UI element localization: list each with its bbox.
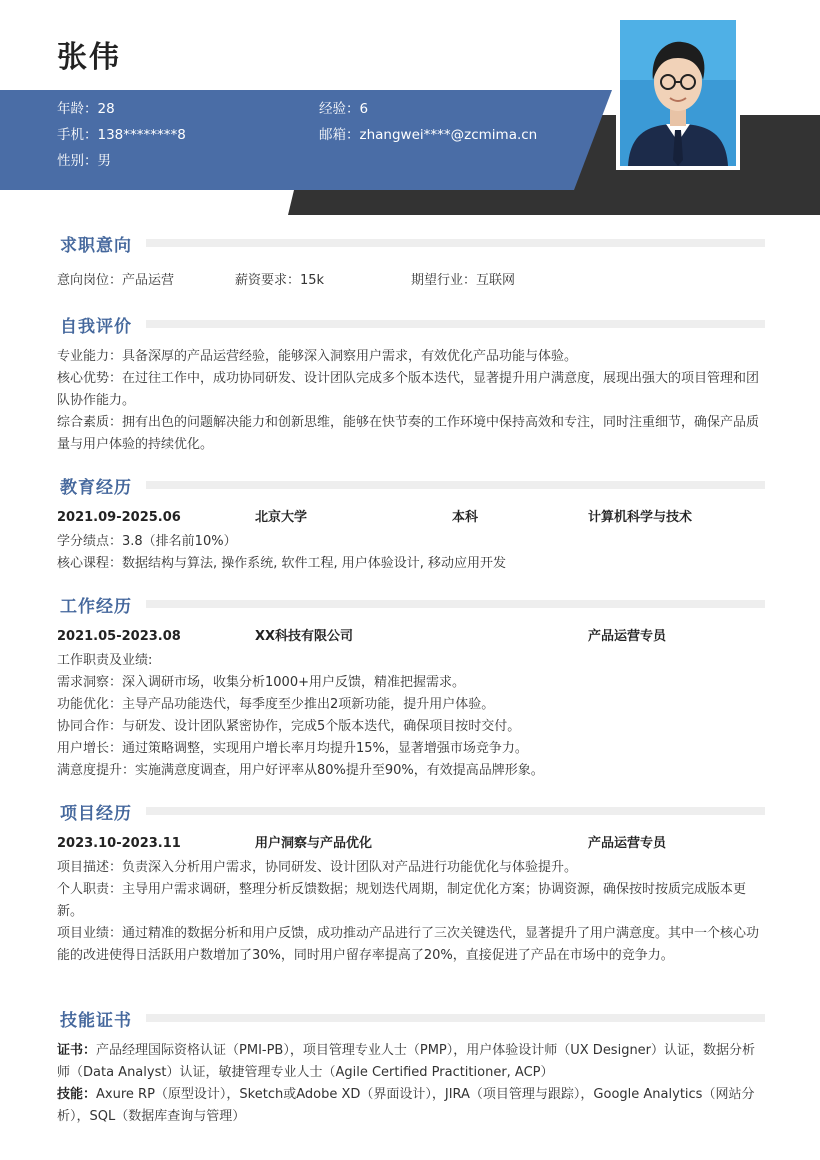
education-period: 2021.09-2025.06 bbox=[57, 510, 181, 525]
project-details bbox=[57, 857, 765, 967]
section-divider bbox=[146, 239, 765, 247]
section-divider bbox=[146, 320, 765, 328]
education-school: 北京大学 bbox=[255, 510, 308, 525]
project-line: 个人职责：主导用户需求调研，整理分析反馈数据；规划迭代周期，制定优化方案；协调资源，确保按时按质完成版本更新。 bbox=[57, 882, 747, 919]
certificates-line bbox=[57, 1040, 765, 1084]
candidate-name: 张伟 bbox=[57, 40, 121, 75]
avatar-portrait-icon bbox=[620, 20, 736, 166]
education-degree: 本科 bbox=[452, 510, 479, 525]
self-eval-content bbox=[57, 346, 765, 456]
section-divider bbox=[146, 1014, 765, 1022]
section-divider bbox=[146, 807, 765, 815]
self-eval-line: 综合素质：拥有出色的问题解决能力和创新思维，能够在快节奏的工作环境中保持高效和专注，同时注重细节，确保产品质量与用户体验的持续优化。 bbox=[57, 415, 760, 452]
work-role: 产品运营专员 bbox=[588, 629, 667, 644]
skills-label: 技能： bbox=[57, 1087, 97, 1102]
project-line: 项目业绩：通过精准的数据分析和用户反馈，成功推动产品进行了三次关键迭代，显著提升了用户满意度。其中一个核心功能的改进使得日活跃用户数增加了30%，同时用户留存率提高了20%，直接促进了产品在市场中的竞争力。 bbox=[57, 926, 760, 963]
section-intent-header bbox=[60, 231, 765, 255]
work-line: 满意度提升：实施满意度调查，用户好评率从80%提升至90%，有效提高品牌形象。 bbox=[57, 763, 544, 778]
education-details bbox=[57, 531, 765, 575]
self-eval-line: 核心优势：在过往工作中，成功协同研发、设计团队完成多个版本迭代，显著提升用户满意度，展现出强大的项目管理和团队协作能力。 bbox=[57, 371, 760, 408]
education-gpa: 学分绩点：3.8（排名前10%） bbox=[57, 534, 237, 549]
certificates-label: 证书： bbox=[57, 1043, 97, 1058]
project-line: 项目描述：负责深入分析用户需求，协同研发、设计团队对产品进行功能优化与体验提升。 bbox=[57, 860, 578, 875]
section-skills-title: 技能证书 bbox=[60, 1010, 132, 1031]
work-line: 需求洞察：深入调研市场，收集分析1000+用户反馈，精准把握需求。 bbox=[57, 675, 465, 690]
info-gender: 性别：男 bbox=[57, 153, 111, 169]
info-experience: 经验：6 bbox=[319, 101, 369, 117]
section-project-title: 项目经历 bbox=[60, 803, 132, 824]
skills-line bbox=[57, 1084, 765, 1128]
work-summary-row bbox=[57, 626, 765, 648]
skills-text: Axure RP（原型设计），Sketch或Adobe XD（界面设计），JIRA（项目管理与跟踪），Google Analytics（网站分析），SQL（数据库查询与管理） bbox=[57, 1087, 755, 1124]
section-education-header bbox=[60, 473, 765, 497]
project-period: 2023.10-2023.11 bbox=[57, 836, 181, 851]
education-summary-row bbox=[57, 507, 765, 529]
work-line: 工作职责及业绩: bbox=[57, 653, 153, 668]
intent-salary: 薪资要求：15k bbox=[235, 273, 325, 288]
work-company: XX科技有限公司 bbox=[255, 629, 354, 644]
section-self-eval-header bbox=[60, 312, 765, 336]
work-details bbox=[57, 650, 765, 782]
section-divider bbox=[146, 600, 765, 608]
section-skills-header bbox=[60, 1006, 765, 1030]
education-courses: 核心课程：数据结构与算法, 操作系统, 软件工程, 用户体验设计, 移动应用开发 bbox=[57, 556, 507, 571]
project-summary-row bbox=[57, 833, 765, 855]
section-project-header bbox=[60, 799, 765, 823]
skills-details bbox=[57, 1040, 765, 1128]
certificates-text: 产品经理国际资格认证（PMI-PB），项目管理专业人士（PMP），用户体验设计师（UX Designer）认证，数据分析师（Data Analyst）认证，敏捷管理专业人士（Agile Certified Practitioner, ACP） bbox=[57, 1043, 756, 1080]
section-work-header bbox=[60, 592, 765, 616]
work-line: 用户增长：通过策略调整，实现用户增长率月均提升15%，显著增强市场竞争力。 bbox=[57, 741, 528, 756]
section-intent-title: 求职意向 bbox=[60, 235, 132, 256]
self-eval-line: 专业能力：具备深厚的产品运营经验，能够深入洞察用户需求，有效优化产品功能与体验。 bbox=[57, 349, 578, 364]
intent-position: 意向岗位：产品运营 bbox=[57, 273, 175, 288]
intent-industry: 期望行业：互联网 bbox=[411, 273, 516, 288]
section-self-eval-title: 自我评价 bbox=[60, 316, 132, 337]
education-major: 计算机科学与技术 bbox=[588, 510, 693, 525]
section-work-title: 工作经历 bbox=[60, 596, 132, 617]
work-line: 协同合作：与研发、设计团队紧密协作，完成5个版本迭代，确保项目按时交付。 bbox=[57, 719, 521, 734]
section-education-title: 教育经历 bbox=[60, 477, 132, 498]
profile-photo bbox=[616, 16, 740, 170]
work-period: 2021.05-2023.08 bbox=[57, 629, 181, 644]
info-phone: 手机：138********8 bbox=[57, 127, 186, 143]
info-age: 年龄：28 bbox=[57, 101, 115, 117]
info-email: 邮箱：zhangwei****@zcmima.cn bbox=[319, 127, 538, 143]
section-divider bbox=[146, 481, 765, 489]
work-line: 功能优化：主导产品功能迭代，每季度至少推出2项新功能，提升用户体验。 bbox=[57, 697, 495, 712]
project-name: 用户洞察与产品优化 bbox=[255, 836, 373, 851]
project-role: 产品运营专员 bbox=[588, 836, 667, 851]
